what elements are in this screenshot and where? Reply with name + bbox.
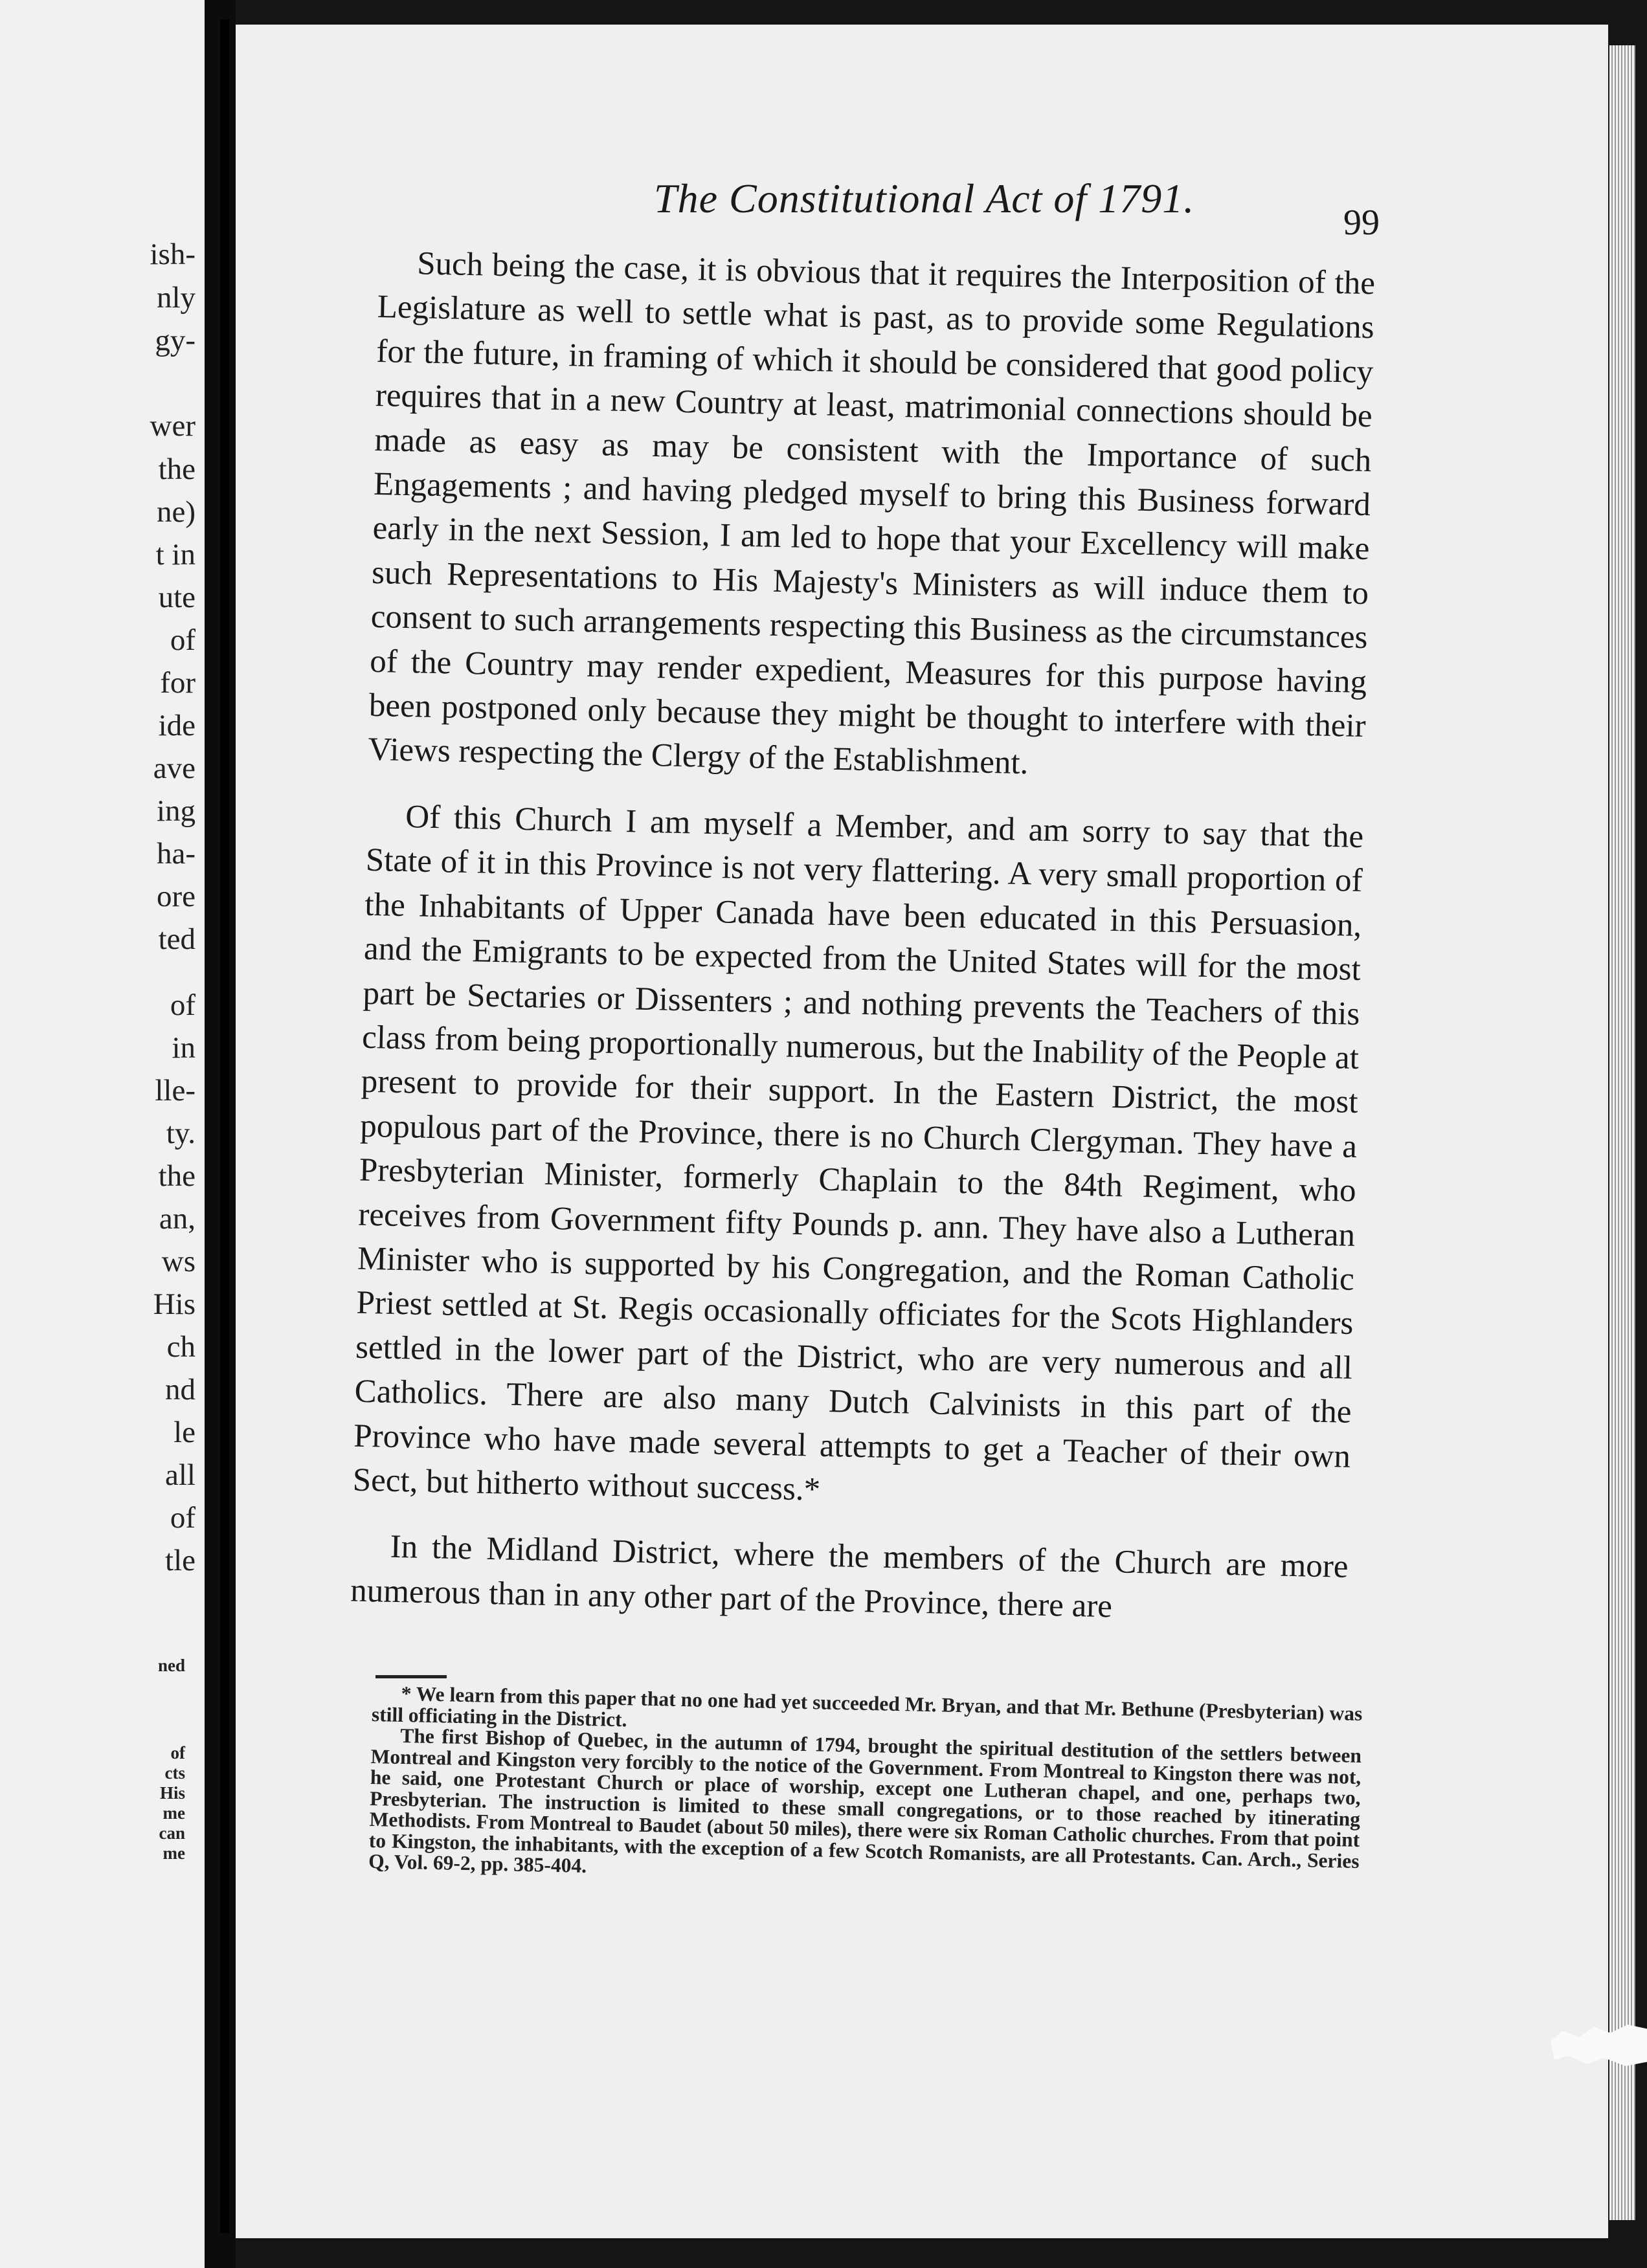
left-fragment: tle (165, 1544, 196, 1577)
paragraph: Of this Church I am myself a Member, and am sorry to say that the State of it in this Province is not very flattering. A very small proportion of the Inhabitants of Upper Canada have been educated in this Persuasion, and the Emigrants to be expected from the United States will for the most part be Sectaries or Dissenters ; and nothing prevents the Teachers of this class from being proportionally numerous, but the Inability of the People at present to provide for their support. In the Eastern District, the most populous part of the Province, there is no Church Clergyman. They have a Presbyterian Minister, formerly Chaplain to the 84th Regiment, who receives from Government fifty Pounds p. ann. They have also a Lutheran Minister who is supported by his Congregation, and the Roman Catholic Priest settled at St. Regis occasionally officiates for the Scots Highlanders settled in the lower part of the District, who are very numerous and all Catholics. There are also many Dutch Calvinists in this part of the Province who have made several attempts to get a Teacher of their own Sect, but hitherto without success.* (352, 798, 1364, 1508)
left-fragment: ne) (156, 495, 196, 529)
footnote-rule (375, 1675, 447, 1678)
left-fragment: an, (159, 1202, 196, 1236)
footnotes (368, 1683, 1363, 1893)
footnote: * We learn from this paper that no one had yet succeeded Mr. Bryan, and that Mr. Bethune (Presbyterian) was still officiating in the District. (371, 1682, 1363, 1731)
left-fragment: of (170, 1501, 196, 1535)
left-facing-page (0, 0, 205, 2268)
left-fragment: nly (156, 281, 196, 315)
left-fragment: ore (156, 880, 196, 913)
left-fragment: ha- (156, 837, 196, 871)
left-note-fragment: cts (164, 1763, 185, 1783)
left-fragment: ing (156, 794, 196, 828)
paragraph: Such being the case, it is obvious that it requires the Interposition of the Legislature as well to settle what is past, as to provide some Regulations for the future, in framing of which it should be considered that good policy requires that in a new Country at least, matrimonial connections should be made as easy as may be consistent with the Importance of such Engagements ; and having pledged myself to bring this Business forward early in the next Session, I am led to hope that your Excellency will make such Representations to His Majesty's Ministers as will induce them to consent to such arrangements respecting this Business as the circumstances of the Country may render expedient, Measures for this purpose having been postponed only because they might be thought to interfere with their Views respecting the Clergy of the Establishment. (367, 245, 1376, 782)
left-fragment: ty. (166, 1117, 196, 1150)
left-fragment: ch (166, 1330, 196, 1364)
left-note-fragment: me (162, 1843, 185, 1863)
page-edges (1609, 45, 1635, 2220)
left-fragment: t in (155, 538, 196, 572)
left-fragment: ide (158, 709, 196, 742)
left-fragment: in (172, 1031, 196, 1065)
left-note-fragment: me (162, 1803, 185, 1823)
left-note-fragment: of (170, 1743, 185, 1762)
left-fragment: for (160, 666, 196, 700)
left-fragment: nd (165, 1373, 196, 1406)
footnote: The first Bishop of Quebec, in the autumn of 1794, brought the spiritual destitution of the settlers between Montreal and Kingston very forcibly to the notice of the Government. From Montreal to Kingston there was not, he said, one Protestant Church or place of worship, except one Lutheran chapel, and one, perhaps two, Presbyterian. The instruction is limited to these small congregations, or to those reached by itinerating Methodists. From Montreal to Baudet (about 50 miles), there were six Roman Catholic churches. From that point to Kingston, the inhabitants, with the exception of a few Scotch Romanists, are all Protestants. Can. Arch., Series Q, Vol. 69-2, pp. 385-404. (368, 1724, 1362, 1877)
left-fragment: the (158, 452, 196, 486)
left-fragment: lle- (155, 1074, 196, 1107)
left-fragment: His (153, 1287, 196, 1321)
running-title: The Constitutional Act of 1791. (654, 175, 1195, 221)
left-fragment: ted (158, 922, 196, 956)
left-fragment: gy- (155, 324, 196, 357)
left-fragment: ute (158, 581, 196, 614)
left-fragment: of (170, 988, 196, 1022)
left-fragment: le (174, 1416, 196, 1449)
left-note-fragment: ned (157, 1656, 185, 1675)
binding-shadow (220, 19, 229, 2233)
page-number: 99 (1343, 203, 1380, 243)
left-fragment: wer (150, 409, 196, 443)
left-fragment: ish- (150, 238, 196, 271)
body-text (350, 241, 1376, 1634)
paragraph: In the Midland District, where the members of the Church are more numerous than in any other part of the Province, there are (350, 1529, 1349, 1625)
left-note-fragment: can (159, 1823, 185, 1843)
left-fragment: the (158, 1159, 196, 1193)
left-fragment: ws (161, 1245, 196, 1278)
left-fragment: all (165, 1458, 196, 1492)
left-note-fragment: His (159, 1783, 185, 1803)
left-fragment: of (170, 623, 196, 657)
left-fragment: ave (153, 751, 196, 785)
